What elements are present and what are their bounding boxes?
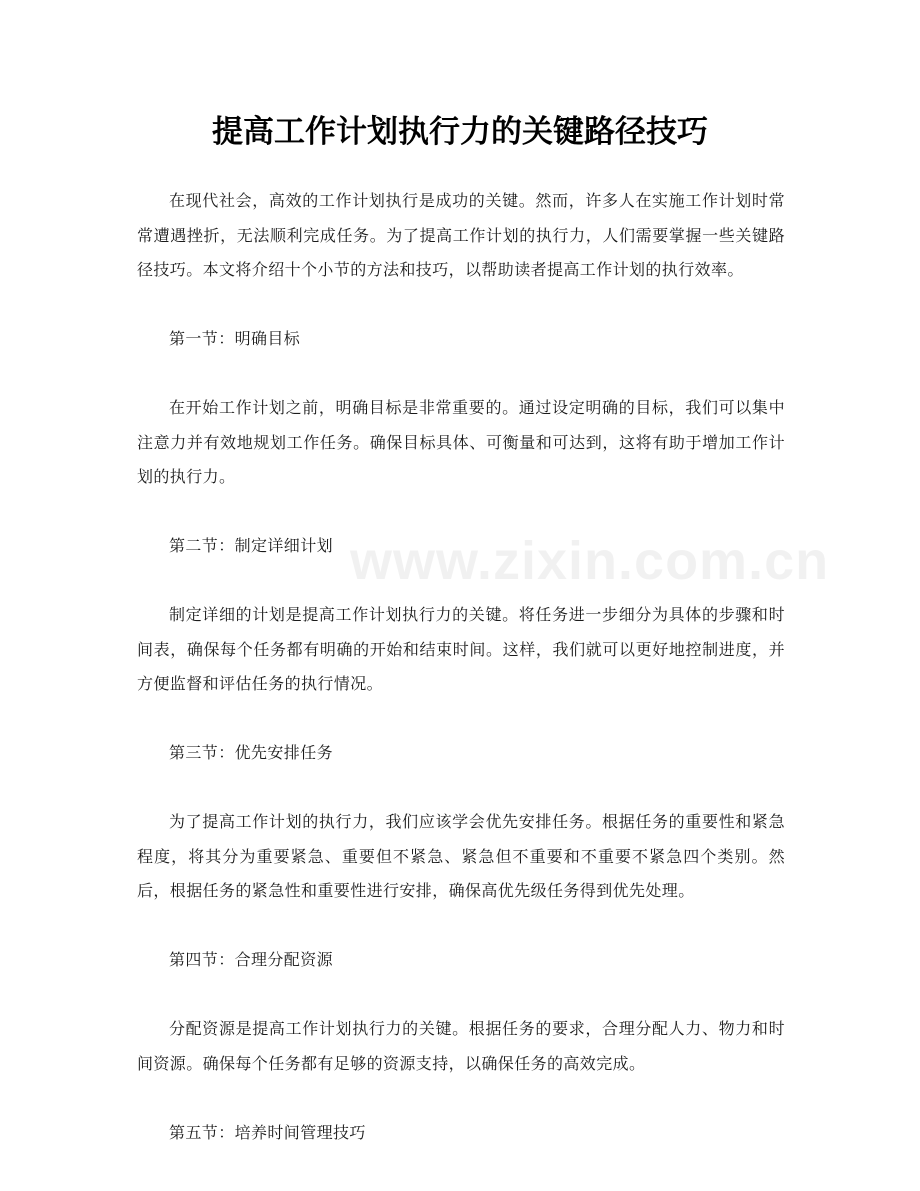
section-heading-3: 第三节：优先安排任务 bbox=[169, 743, 334, 762]
section-heading-2: 第二节：制定详细计划 bbox=[169, 536, 334, 555]
section-body-4: 分配资源是提高工作计划执行力的关键。根据任务的要求，合理分配人力、物力和时间资源。确保每个任务都有足够的资源支持，以确保任务的高效完成。 bbox=[137, 1019, 785, 1073]
document-body bbox=[137, 184, 785, 1150]
section-body-1: 在开始工作计划之前，明确目标是非常重要的。通过设定明确的目标，我们可以集中注意力并有效地规划工作任务。确保目标具体、可衡量和可达到，这将有助于增加工作计划的执行力。 bbox=[137, 398, 785, 486]
watermark: www.zixin.com.cn bbox=[350, 531, 830, 591]
intro-paragraph: 在现代社会，高效的工作计划执行是成功的关键。然而，许多人在实施工作计划时常常遭遇挫折，无法顺利完成任务。为了提高工作计划的执行力，人们需要掌握一些关键路径技巧。本文将介绍十个小节的方法和技巧，以帮助读者提高工作计划的执行效率。 bbox=[137, 191, 785, 279]
section-heading-1: 第一节：明确目标 bbox=[169, 329, 301, 348]
section-body-2: 制定详细的计划是提高工作计划执行力的关键。将任务进一步细分为具体的步骤和时间表，确保每个任务都有明确的开始和结束时间。这样，我们就可以更好地控制进度，并方便监督和评估任务的执行情况。 bbox=[137, 605, 785, 693]
document-title: 提高工作计划执行力的关键路径技巧 bbox=[212, 114, 708, 150]
section-heading-4: 第四节：合理分配资源 bbox=[169, 950, 334, 969]
section-heading-5: 第五节：培养时间管理技巧 bbox=[169, 1122, 366, 1142]
section-body-3: 为了提高工作计划的执行力，我们应该学会优先安排任务。根据任务的重要性和紧急程度，将其分为重要紧急、重要但不紧急、紧急但不重要和不重要不紧急四个类别。然后，根据任务的紧急性和重要性进行安排，确保高优先级任务得到优先处理。 bbox=[137, 812, 785, 900]
